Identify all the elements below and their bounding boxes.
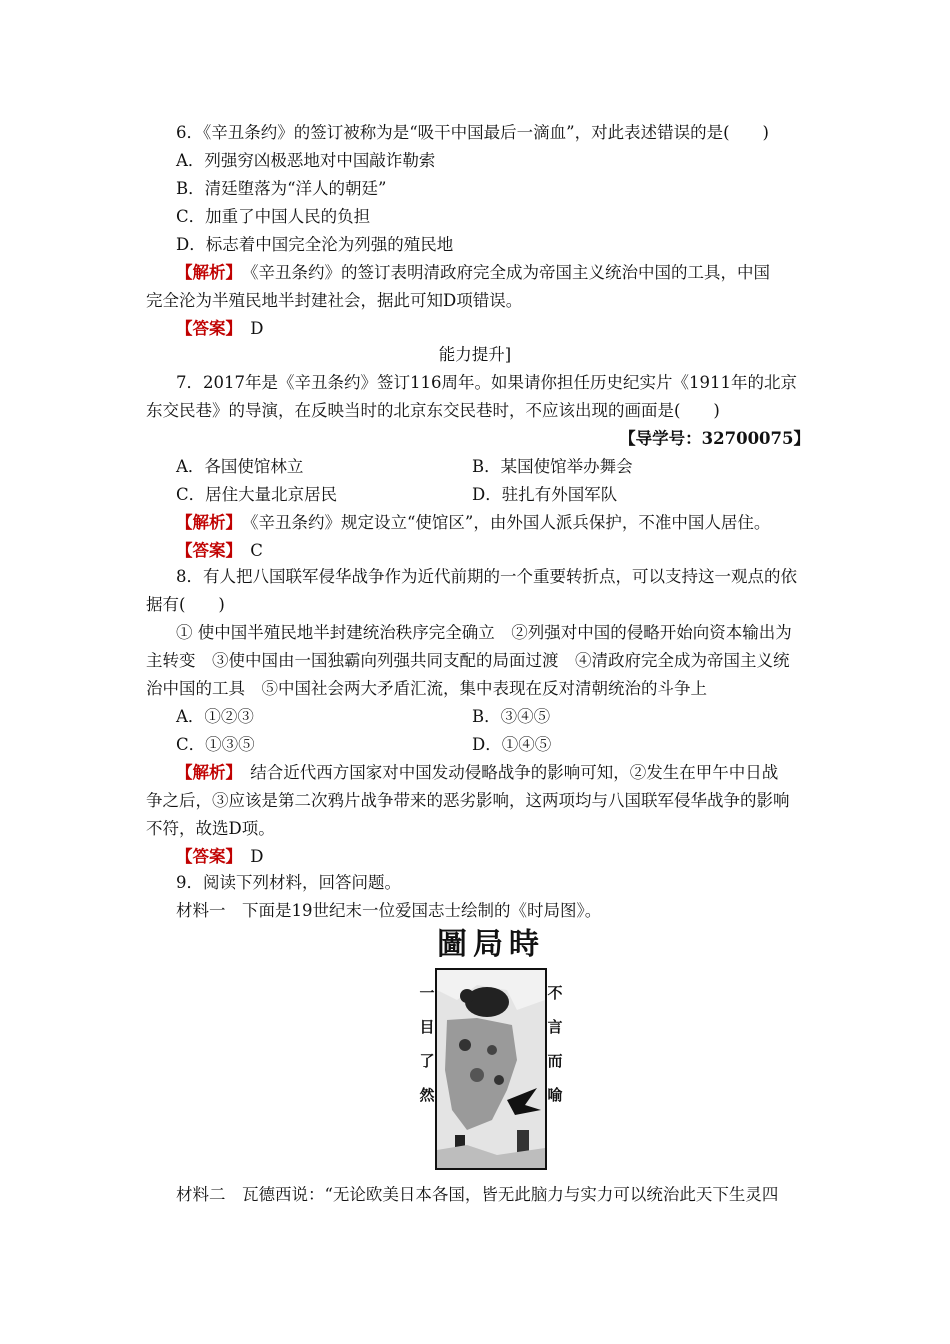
q6-option-c: C．加重了中国人民的负担 (176, 207, 371, 226)
left-char: 目 (419, 1018, 435, 1036)
left-char: 了 (419, 1052, 435, 1070)
q8-stem-line-2: 据有( ) (146, 595, 225, 614)
q8-analysis-line-2: 争之后，③应该是第二次鸦片战争带来的恶劣影响，这两项均与八国联军侵华战争的影响 (146, 791, 790, 810)
q9-material-2: 材料二 瓦德西说：“无论欧美日本各国，皆无此脑力与实力可以统治此天下生灵四 (176, 1185, 779, 1204)
q7-answer (176, 540, 263, 562)
left-char: 一 (419, 984, 435, 1002)
figure-right-caption (547, 982, 563, 1118)
q6-option-a: A．列强穷凶极恶地对中国敲诈勒索 (176, 151, 436, 170)
analysis-text: 《辛丑条约》规定设立“使馆区”，由外国人派兵保护，不准中国人居住。 (233, 513, 771, 532)
answer-tag: 【答案】 (176, 319, 234, 338)
analysis-tag: 【解析】 (176, 263, 234, 282)
q8-option-c: C．①③⑤ (176, 735, 255, 754)
right-char: 言 (547, 1018, 563, 1036)
q9-material-1: 材料一 下面是19世纪末一位爱国志士绘制的《时局图》。 (176, 901, 602, 920)
answer-value: D (233, 319, 264, 338)
q7-guide-number: 【导学号：32700075】 (619, 429, 810, 448)
q6-analysis-line-1 (176, 262, 770, 284)
q8-option-a: A．①②③ (176, 707, 254, 726)
q6-stem: 6．《辛丑条约》的签订被称为是“吸干中国最后一滴血”，对此表述错误的是( ) (176, 123, 769, 142)
right-char: 不 (547, 984, 563, 1002)
answer-value: D (233, 847, 264, 866)
section-title: 能力提升] (438, 345, 512, 364)
q8-stem-line-1: 8．有人把八国联军侵华战争作为近代前期的一个重要转折点，可以支持这一观点的依 (176, 567, 797, 586)
shiju-tu-figure (421, 928, 561, 1172)
analysis-tag: 【解析】 (176, 513, 234, 532)
q8-item-line-2: 主转变 ③使中国由一国独霸向列强共同支配的局面过渡 ④清政府完全成为帝国主义统 (146, 651, 790, 670)
right-char: 而 (547, 1052, 563, 1070)
cartoon-map-illustration (437, 970, 545, 1168)
q8-analysis-line-1 (176, 762, 778, 784)
q6-option-b: B．清廷堕落为“洋人的朝廷” (176, 179, 387, 198)
cartoon-map-image (435, 968, 547, 1170)
answer-tag: 【答案】 (176, 847, 234, 866)
figure-left-caption (419, 982, 435, 1118)
analysis-tag: 【解析】 (176, 763, 234, 782)
q8-answer (176, 846, 263, 868)
analysis-text: 《辛丑条约》的签订表明清政府完全成为帝国主义统治中国的工具，中国 (233, 263, 770, 282)
q7-option-b: B．某国使馆举办舞会 (472, 457, 633, 476)
answer-value: C (233, 541, 263, 560)
q7-stem-line-2: 东交民巷》的导演，在反映当时的北京东交民巷时，不应该出现的画面是( ) (146, 401, 720, 420)
q8-item-line-1: ① 使中国半殖民地半封建统治秩序完全确立 ②列强对中国的侵略开始向资本输出为 (176, 623, 792, 642)
q8-analysis-line-3: 不符，故选D项。 (146, 819, 275, 838)
q8-item-line-3: 治中国的工具 ⑤中国社会两大矛盾汇流，集中表现在反对清朝统治的斗争上 (146, 679, 707, 698)
q9-stem: 9．阅读下列材料，回答问题。 (176, 873, 401, 892)
q7-analysis (176, 512, 770, 534)
q6-analysis-line-2: 完全沦为半殖民地半封建社会，据此可知D项错误。 (146, 291, 523, 310)
analysis-text: 结合近代西方国家对中国发动侵略战争的影响可知，②发生在甲午中日战 (233, 763, 779, 782)
answer-tag: 【答案】 (176, 541, 234, 560)
q7-option-d: D．驻扎有外国军队 (472, 485, 618, 504)
left-char: 然 (419, 1086, 435, 1104)
q7-option-a: A．各国使馆林立 (176, 457, 304, 476)
q6-option-d: D．标志着中国完全沦为列强的殖民地 (176, 235, 454, 254)
q8-option-b: B．③④⑤ (472, 707, 551, 726)
q7-stem-line-1: 7．2017年是《辛丑条约》签订116周年。如果请你担任历史纪实片《1911年的北京 (176, 373, 797, 392)
right-char: 喻 (547, 1086, 563, 1104)
figure-title: 圖局時 (437, 927, 545, 962)
q6-answer (176, 318, 263, 340)
q8-option-d: D．①④⑤ (472, 735, 552, 754)
q7-option-c: C．居住大量北京居民 (176, 485, 338, 504)
